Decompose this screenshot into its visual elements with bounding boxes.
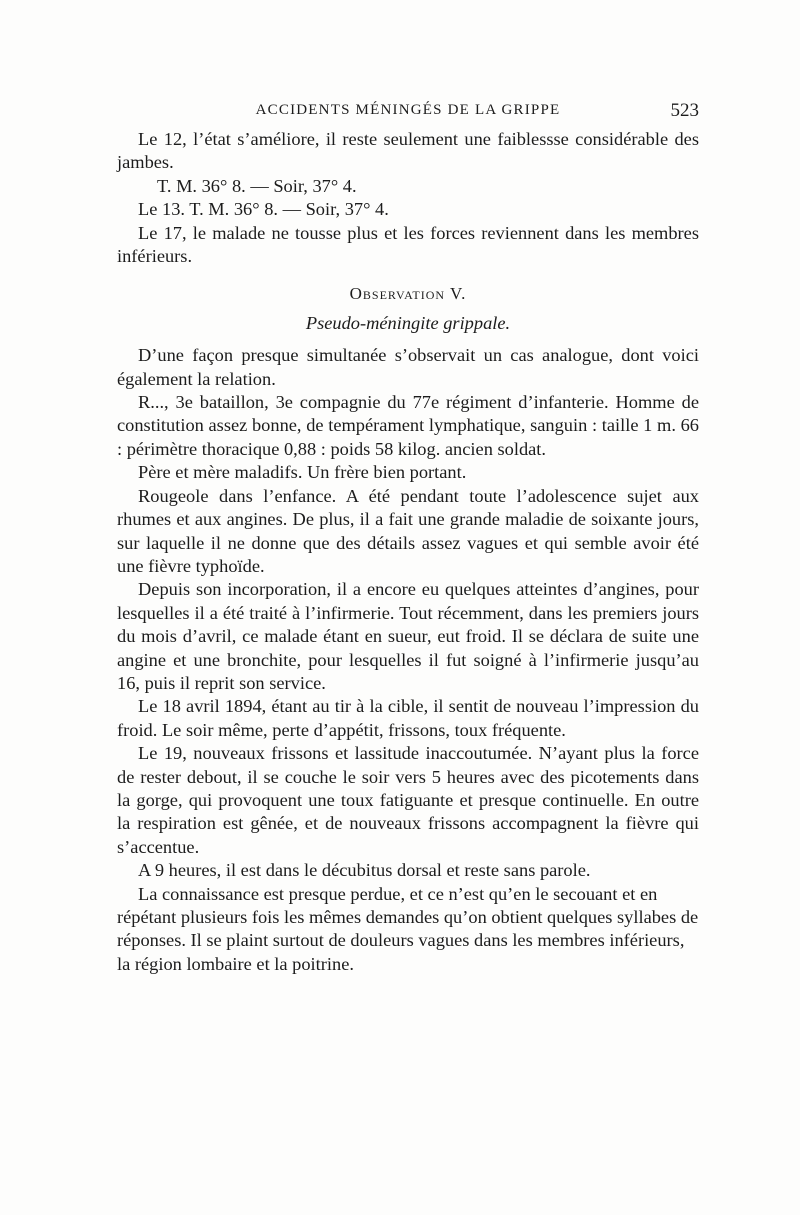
temperature-line: T. M. 36° 8. — Soir, 37° 4. (157, 175, 357, 196)
paragraph: D’une façon presque simultanée s’observait un cas analogue, dont voici également la relation. (117, 345, 699, 389)
paragraph: Le 18 avril 1894, étant au tir à la cible, il sentit de nouveau l’impression du froid. Le soir même, perte d’appétit, frissons, toux fréquente. (117, 696, 699, 740)
paragraph: Le 17, le malade ne tousse plus et les forces reviennent dans les membres inférieurs. (117, 222, 699, 267)
paragraph: La connaissance est presque perdue, et ce n’est qu’en le secouant et en répétant plusieurs fois les mêmes demandes qu’on obtient quelques syllabes de réponses. Il se plaint surtout de douleurs vagues dans les membres inférieurs, la région lombaire et la poitrine. (117, 883, 699, 974)
paragraph: R..., 3e bataillon, 3e compagnie du 77e régiment d’infanterie. Homme de constitution assez bonne, de tempérament lymphatique, sanguin : taille 1 m. 66 : périmètre thoracique 0,88 : poids 58 kilog. ancien soldat. (117, 392, 699, 459)
paragraph: Rougeole dans l’enfance. A été pendant toute l’adolescence sujet aux rhumes et aux angines. De plus, il a fait une grande maladie de soixante jours, sur laquelle il ne donne que des détails assez vagues et qui semble avoir été une fièvre typhoïde. (117, 485, 699, 576)
body-text (117, 128, 699, 976)
paragraph: Père et mère maladifs. Un frère bien portant. (138, 462, 467, 483)
observation-subtitle: Pseudo-méningite grippale. (305, 312, 511, 333)
page-number: 523 (670, 100, 699, 121)
paragraph: Depuis son incorporation, il a encore eu quelques atteintes d’angines, pour lesquelles il a été traité à l’infirmerie. Tout récemment, dans les premiers jours du mois d’avril, ce malade étant en sueur, eut froid. Il se déclara de suite une angine et une bronchite, pour lesquelles il fut soigné à l’infirmerie jusqu’au 16, puis il reprit son service. (117, 579, 699, 693)
paragraph: A 9 heures, il est dans le décubitus dorsal et reste sans parole. (138, 860, 591, 881)
page-header (117, 100, 699, 124)
paragraph: Le 19, nouveaux frissons et lassitude inaccoutumée. N’ayant plus la force de rester debout, il se couche le soir vers 5 heures avec des picotements dans la gorge, qui provoquent une toux fatiguante et presque continuelle. En outre la respiration est gênée, et de nouveaux frissons accompagnent la fièvre qui s’accentue. (117, 743, 699, 857)
running-head: ACCIDENTS MÉNINGÉS DE LA GRIPPE (255, 102, 561, 118)
paragraph: Le 13. T. M. 36° 8. — Soir, 37° 4. (138, 199, 389, 220)
paragraph: Le 12, l’état s’améliore, il reste seulement une faiblessse considérable des jambes. (117, 129, 699, 173)
observation-heading: Observation V. (349, 284, 467, 304)
